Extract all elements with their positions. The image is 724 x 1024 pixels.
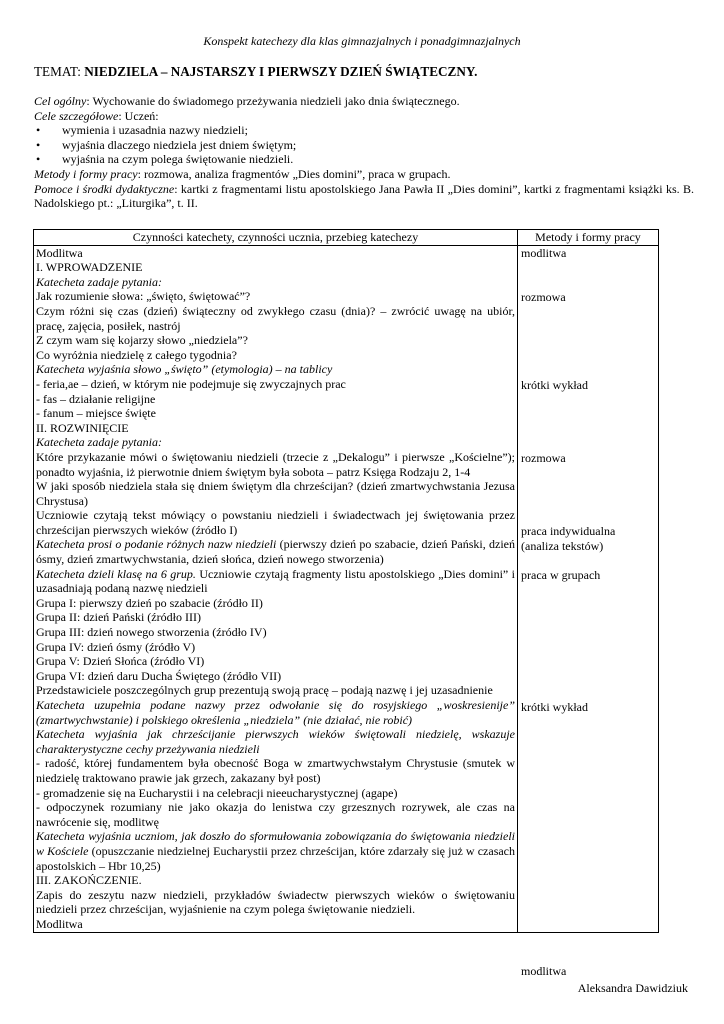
lesson-line: Katecheta wyjaśnia uczniom, jak doszło do sformułowania zobowiązania do świętowania niedzieli w Kościele (opuszczanie niedzielnej Eucharystii przez chrześcijan, które zdarzały się już w czasach apostolskich – Hbr 10,25) [36,829,516,873]
lesson-line: Grupa I: pierwszy dzień po szabacie (źródło II) [36,595,263,610]
lesson-line: Katecheta wyjaśnia jak chrześcijanie pierwszych wieków świętowali niedzielę, wskazuje charakterystyczne cechy przeżywania niedzieli [36,727,515,756]
lesson-plan-table [33,229,659,978]
lesson-line: Czym różni się czas (dzień) świąteczny od zwykłego czasu (dnia)? – zwrócić uwagę na ubiór, pracę, zajęcia, posiłek, nastrój [36,303,515,333]
lesson-line: II. ROZWINIĘCIE [36,420,129,435]
topic-title: NIEDZIELA – NAJSTARSZY I PIERWSZY DZIEŃ ŚWIĄTECZNY. [84,64,478,79]
lesson-line: Grupa VI: dzień daru Ducha Świętego (źródło VII) [36,668,282,683]
goals-list [34,123,694,167]
lesson-line: Katecheta prosi o podanie różnych nazw niedzieli (pierwszy dzień po szabacie, dzień Pański, dzień ósmy, dzień zmartwychwstania, dzień słońca, dzień nowego stworzenia) [36,537,515,567]
lesson-line: Grupa IV: dzień ósmy (źródło V) [36,639,196,654]
goal-general: Cel ogólny: Wychowanie do świadomego przeżywania niedzieli jako dnia świątecznego. [34,94,460,108]
topic-prefix: TEMAT: [34,64,81,79]
lesson-line: Przedstawiciele poszczególnych grup prezentują swoją pracę – podają nazwę i jej uzasadnienie [36,683,493,698]
lesson-line: Modlitwa [36,245,83,260]
lesson-line: Katecheta uzupełnia podane nazwy przez odwołanie się do rosyjskiego „woskresienije” (zmartwychwstanie) i polskiego określenia „niedziela” (nie działać, nie robić) [36,698,515,727]
lesson-line: - radość, której fundamentem była obecność Boga w zmartwychwstałym Chrystusie (smutek w niedzielę traktowano prawie jak grzech, zakazany był post) [36,756,515,785]
goal-item: • wyjaśnia na czym polega świętowanie niedzieli. [34,152,694,167]
lesson-line: - odpoczynek rozumiany nie jako okazja do lenistwa czy grzesznych rozrywek, ale czas na nawrócenie się, modlitwę [36,800,515,829]
lesson-line: Z czym wam się kojarzy słowo „niedziela”? [36,333,248,348]
method-label: krótki wykład [521,699,588,714]
lesson-line: Katecheta dzieli klasę na 6 grup. Uczniowie czytają fragmenty listu apostolskiego „Dies domini” i uzasadniają podaną nazwę niedzieli [36,566,515,596]
method-label: modlitwa [521,245,567,260]
lesson-line: Uczniowie czytają tekst mówiący o powstaniu niedzieli i świadectwach jej świętowania przez chrześcijan pierwszych wieków (źródło I) [36,508,515,537]
lesson-intro [34,94,694,211]
methods-cell [518,245,659,978]
lesson-line: Zapis do zeszytu nazw niedzieli, przykładów świadectw pierwszych wieków o świętowaniu niedzieli przez chrześcijan, wyjaśnienie na czym polega świętowanie niedzieli. [36,887,515,917]
goal-item: • wymienia i uzasadnia nazwy niedzieli; [34,123,694,138]
lesson-topic [34,64,477,80]
table-body-row [34,245,659,932]
document-header: Konspekt katechezy dla klas gimnazjalnych i ponadgimnazjalnych [203,34,521,48]
lesson-line: W jaki sposób niedziela stała się dniem świętym dla chrześcijan? (dzień zmartwychwstania Jezusa Chrystusa) [36,479,515,508]
lesson-line: Modlitwa [36,916,83,931]
goals-detailed: Cele szczegółowe: Uczeń: [34,108,159,123]
lesson-line: Grupa III: dzień nowego stworzenia (źródło IV) [36,625,267,640]
column-header-activities: Czynności katechety, czynności ucznia, przebieg katechezy [34,230,518,246]
lesson-line: Grupa V: Dzień Słońca (źródło VI) [36,654,205,669]
methods-line: Metody i formy pracy: rozmowa, analiza fragmentów „Dies domini”, praca w grupach. [34,166,451,181]
lesson-line: Katecheta wyjaśnia słowo „święto” (etymologia) – na tablicy [36,362,333,377]
lesson-line: Co wyróżnia niedzielę z całego tygodnia? [36,347,237,362]
method-label: praca indywidualna [521,523,616,538]
method-label: (analiza tekstów) [521,538,604,553]
table-header-row [34,230,659,246]
method-label: modlitwa [521,963,567,978]
method-label: rozmowa [521,450,566,465]
lesson-flow-cell [34,245,518,932]
method-label: krótki wykład [521,377,588,392]
lesson-line: - gromadzenie się na Eucharystii i na celebracji nieeucharystycznej (agape) [36,785,398,800]
lesson-line: Katecheta zadaje pytania: [36,274,162,289]
lesson-line: - feria,ae – dzień, w którym nie podejmuje się zwyczajnych prac [36,376,346,391]
column-header-methods: Metody i formy pracy [518,230,659,246]
lesson-line: Grupa II: dzień Pański (źródło III) [36,610,201,625]
method-label: rozmowa [521,289,566,304]
lesson-line: Jak rozumienie słowa: „święto, świętować”? [36,289,251,304]
lesson-line: III. ZAKOŃCZENIE. [36,873,142,888]
aids-line: Pomoce i środki dydaktyczne: kartki z fragmentami listu apostolskiego Jana Pawła II „Dies domini”, kartki z fragmentami książki ks. B. Nadolskiego pt.: „Liturgika”, t. II. [34,181,694,211]
author-signature: Aleksandra Dawidziuk [577,981,688,995]
lesson-line: - fas – działanie religijne [36,391,156,406]
lesson-line: Które przykazanie mówi o świętowaniu niedzieli (trzecie z „Dekalogu” i pierwsze „Kościelne”); ponadto wyjaśnia, iż pierwotnie dniem świętym była sobota – patrz Księga Rodzaju 2, 1-4 [36,449,515,479]
lesson-line: I. WPROWADZENIE [36,260,143,275]
goal-item: • wyjaśnia dlaczego niedziela jest dniem świętym; [34,138,694,153]
lesson-line: - fanum – miejsce święte [36,406,156,421]
method-label: praca w grupach [521,567,601,582]
lesson-line: Katecheta zadaje pytania: [36,435,162,450]
